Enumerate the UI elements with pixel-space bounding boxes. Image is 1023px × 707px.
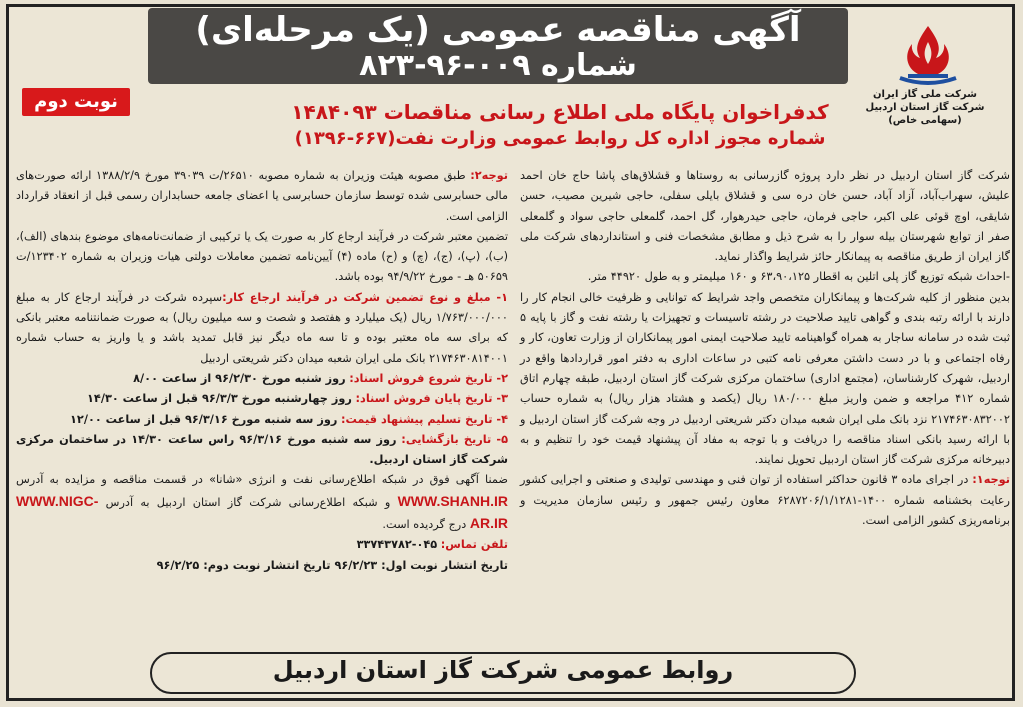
tender-code: کدفراخوان پایگاه ملی اطلاع رسانی مناقصات ۱۴۸۴۰۹۳ xyxy=(291,100,829,124)
shana-url[interactable]: WWW.SHANH.IR xyxy=(397,492,509,509)
note-2-label: توجه۲: xyxy=(470,169,508,182)
company-line-1: شرکت ملی گاز ایران xyxy=(873,89,977,100)
item-4-label: ۴- تاریخ تسلیم پیشنهاد قیمت: xyxy=(340,412,508,426)
nigc-flame-logo-icon xyxy=(878,22,978,88)
item-5-label: ۵- تاریخ بازگشایی: xyxy=(401,432,509,446)
item-1-label: ۱- مبلغ و نوع تضمین شرکت در فرآیند ارجاع کار: xyxy=(222,290,508,304)
note-1 xyxy=(520,470,1010,531)
item-3 xyxy=(16,389,508,409)
item-2-text: روز شنبه مورخ ۹۶/۲/۳۰ از ساعت ۸/۰۰ xyxy=(133,371,346,385)
publish-text-b: و شبکه اطلاع‌رسانی شرکت گاز استان اردبیل به آدرس xyxy=(105,495,391,509)
notice-number: شماره ۰۰۹-۹۶-۸۲۳ xyxy=(359,48,637,83)
publication-dates: تاریخ انتشار نوبت اول: ۹۶/۲/۲۳ تاریخ انتشار نوبت دوم: ۹۶/۲/۲۵ xyxy=(156,558,508,572)
note-2 xyxy=(16,166,508,227)
company-name xyxy=(840,88,1010,127)
company-line-2: شرکت گاز استان اردبیل xyxy=(865,102,985,113)
item-3-label: ۳- تاریخ پایان فروش اسناد: xyxy=(355,392,508,406)
contact-line xyxy=(16,535,508,555)
item-3-text: روز چهارشنبه مورخ ۹۶/۳/۳ قبل از ساعت ۱۴/۳۰ xyxy=(87,392,352,406)
footer-signature: روابط عمومی شرکت گاز استان اردبیل xyxy=(272,656,734,684)
publish-paragraph xyxy=(16,470,508,535)
second-publication-badge: نوبت دوم xyxy=(22,88,130,116)
item-1 xyxy=(16,288,508,369)
company-line-3: (سهامی خاص) xyxy=(888,115,962,126)
scope-item: -احداث شبکه توزیع گاز پلی اتلین به اقطار ۶۳،۹۰،۱۲۵ و ۱۶۰ میلیمتر و به طول ۴۴۹۲۰ متر. xyxy=(587,270,1010,284)
publish-text-a: ضمنا آگهی فوق در شبکه اطلاع‌رسانی نفت و انرژی «شانا» در قسمت مناقصه و مزایده به آدرس xyxy=(16,473,508,487)
phone-number: ۰۴۵-۳۳۷۴۳۷۸۲ xyxy=(356,538,438,552)
note-1-label: توجه۱: xyxy=(972,473,1011,487)
nigc-ar-url[interactable]: WWW.NIGC-AR.IR xyxy=(16,492,508,532)
right-column xyxy=(520,166,1010,531)
item-2 xyxy=(16,369,508,389)
item-5 xyxy=(16,430,508,471)
phone-label: تلفن تماس: xyxy=(440,538,508,552)
conditions-paragraph: بدین منظور از کلیه شرکت‌ها و پیمانکاران متخصص واجد شرایط که توانایی و ظرفیت خالی انجام کار را دارند با ارائه رتبه بندی و گواهی تایید صلاحیت در رشته تاسیسات و تجهیزات یا رشته نفت و گاز با پایه ۵ ثبت شده در سامانه ساجار به همراه گواهینامه تایید صلاحیت ایمنی امور پیمانکاران از وزارت تعاون، کار و رفاه اجتماعی و با در دست داشتن معرفی نامه کتبی در ساعات اداری به دفتر امور قراردادها واقع در اردبیل، شهرک کارشناسان، (مجتمع اداری) ساختمان مرکزی شرکت گاز استان اردبیل، طبقه چهارم اتاق شماره ۴۱۲ مراجعه و ضمن واریز مبلغ ۱۸۰/۰۰۰ ریال (یکصد و هشتاد هزار ریال) به شماره حساب ۲۱۷۴۶۳۰۸۳۲۰۰۲ نزد بانک ملی ایران شعبه میدان دکتر شریعتی اردبیل در وجه شرکت گاز استان اردبیل و با ارائه رسید بانکی اسناد مناقصه را دریافت و با توجه به مفاد آن پیشنهاد قیمت خود را تنظیم و به دبیرخانه مرکزی شرکت گاز استان اردبیل تحویل نمایند. xyxy=(520,290,1010,467)
notice-title: آگهی مناقصه عمومی (یک مرحله‌ای) xyxy=(195,10,801,50)
item-4-text: روز سه شنبه مورخ ۹۶/۳/۱۶ قبل از ساعت ۱۲/۰۰ xyxy=(70,412,338,426)
item-4 xyxy=(16,410,508,430)
note-1-text: در اجرای ماده ۳ قانون حداکثر استفاده از توان فنی و مهندسی تولیدی و صنعتی و اجرایی کشور رعایت بخشنامه شماره ۱۴۰۰-۶۲۸۷۲۰۶/۱/۱۲۸۱ معاون رئیس جمهور و رئیس سازمان مدیریت و برنامه‌ریزی کشور الزامی است. xyxy=(520,473,1011,528)
publish-text-c: درج گردیده است. xyxy=(382,518,467,532)
intro-paragraph: شرکت گاز استان اردبیل در نظر دارد پروژه گازرسانی به روستاها و قشلاق‌های پاشا حاج خان احمد علیش، سهراب‌آباد، آزاد آباد، حسن خان دره سی و قشلاق بایلی سفلی، حاجی شیرین مصیب، حسن شایقی، اوچ قوئی علی اکبر، حاجی فرمان، حاجی حیدرهوار، گل احمد، گلمعلی حاجی سواد و گلمعلی صفر از توابع شهرستان بیله سوار را به شرح ذیل و مطابق مشخصات فنی و استانداردهای شرکت ملی گاز ایران از طریق مناقصه به پیمانکار حائز شرایط واگذار نماید. xyxy=(520,169,1010,264)
item-2-label: ۲- تاریخ شروع فروش اسناد: xyxy=(349,371,508,385)
permit-number: شماره مجوز اداره کل روابط عمومی وزارت نفت(۶۶۷-۱۳۹۶) xyxy=(294,128,826,149)
note-2-text: طبق مصوبه هیئت وزیران به شماره مصوبه ۲۶۵۱۰/ت ۳۹۰۳۹ مورخ ۱۳۸۸/۲/۹ ارائه صورت‌های مالی حسابرسی شده توسط سازمان حسابرسی یا اعضای جامعه حسابداران رسمی قبل از انعقاد قرارداد الزامی است. xyxy=(16,169,508,223)
item-5-text: روز سه شنبه مورخ ۹۶/۳/۱۶ راس ساعت ۱۴/۳۰ در ساختمان مرکزی شرکت گاز استان اردبیل. xyxy=(16,432,508,467)
left-column xyxy=(16,166,508,576)
guarantee-paragraph: تضمین معتبر شرکت در فرآیند ارجاع کار به صورت یک یا ترکیبی از ضمانت‌نامه‌های موضوع بندهای (الف)، (ب)، (پ)، (ج)، (چ) و (ح) ماده (۴) آیین‌نامه تضمین معاملات دولتی هیات وزیران به شماره ۱۲۳۴۰۲/ت ۵۰۶۵۹ هـ - مورخ ۹۴/۹/۲۲ بوده باشد. xyxy=(16,229,508,284)
item-1-text: سپرده شرکت در فرآیند ارجاع کار به مبلغ ۱/۷۶۳/۰۰۰/۰۰۰ ریال (یک میلیارد و هفتصد و شصت و سه میلیون ریال) به صورت ضمانتنامه معتبر بانکی که برای سه ماه معتبر بوده و تا سه ماه دیگر نیز قابل تمدید باشد و یا واریز به حساب شماره ۲۱۷۴۶۳۰۸۱۴۰۰۱ بانک ملی ایران شعبه میدان دکتر شریعتی اردبیل xyxy=(16,290,508,365)
